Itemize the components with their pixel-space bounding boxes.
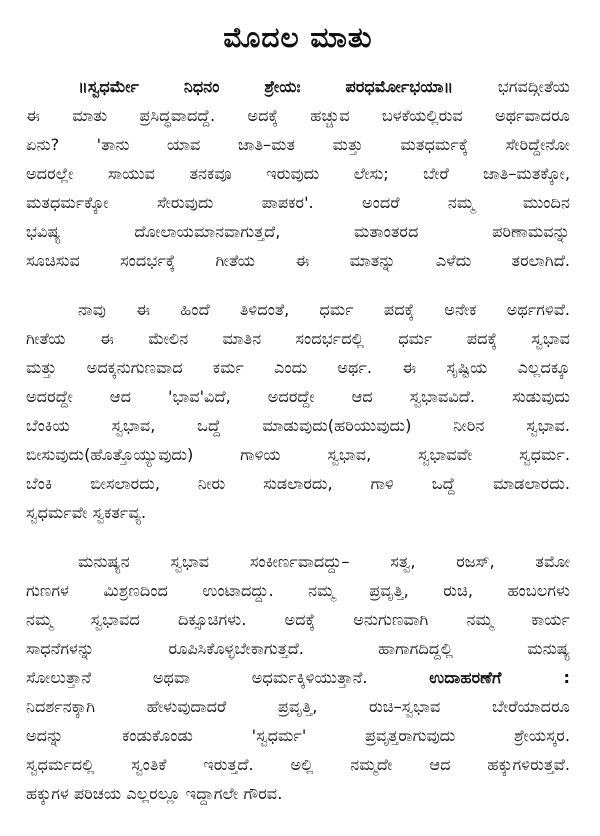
text-line: ಈ ಮಾತು ಪ್ರಸಿದ್ಧವಾದದ್ದೆ. ಅದಕ್ಕೆ ಹಚ್ಚುವ ಬಳಕೆಯಲ್ಲಿರುವ ಅರ್ಥವಾದರೂ xyxy=(26,106,570,125)
text-line: ಮತ್ತು ಅದಕ್ಕನುಗುಣವಾದ ಕರ್ಮ ಎಂದು ಅರ್ಥ. ಈ ಸೃಷ್ಟಿಯ ಎಲ್ಲದಕ್ಕೂ xyxy=(26,358,570,377)
sanskrit-quote: ॥ಸ್ವಧರ್ಮೇ ನಿಧನಂ ಶ್ರೇಯಃ ಪರಧರ್ಮೋಭಯಾ॥ xyxy=(78,77,454,96)
text-line: ಭವಿಷ್ಯ ದೋಲಾಯಮಾನವಾಗುತ್ತದೆ, ಮತಾಂತರದ ಪರಿಣಾಮವನ್ನು xyxy=(26,222,570,241)
text-line xyxy=(26,663,570,692)
line-text: ಭಗವದ್ಗೀತೆಯ xyxy=(453,77,570,96)
text-line: ನಾವು ಈ ಹಿಂದೆ ತಿಳಿದಂತೆ, ಧರ್ಮ ಪದಕ್ಕೆ ಅನೇಕ ಅರ್ಥಗಳಿವೆ. xyxy=(78,300,570,319)
text-line: ಏನು? 'ತಾನು ಯಾವ ಜಾತಿ–ಮತ ಮತ್ತು ಮತಧರ್ಮಕ್ಕೆ ಸೇರಿದ್ದೇನೋ xyxy=(26,135,570,154)
paragraph-2 xyxy=(26,295,570,527)
text-line: ಗುಣಗಳ ಮಿಶ್ರಣದಿಂದ ಉಂಟಾದದ್ದು. ನಮ್ಮ ಪ್ರವೃತ್ತಿ, ರುಚಿ, ಹಂಬಲಗಳು xyxy=(26,581,570,600)
text-line: ಸೂಚಿಸುವ ಸಂದರ್ಭಕ್ಕೆ ಗೀತೆಯ ಈ ಮಾತನ್ನು ಎಳೆದು ತರಲಾಗಿದೆ. xyxy=(26,251,570,270)
paragraph-1 xyxy=(26,72,570,275)
text-line: ಬೀಸುವುದು(ಹೊತ್ತೊಯ್ಯುವುದು) ಗಾಳಿಯ ಸ್ವಭಾವ, ಸ್ವಭಾವವೇ ಸ್ವಧರ್ಮ. xyxy=(26,445,570,464)
text-line: ಸಾಧನೆಗಳನ್ನು ರೂಪಿಸಿಕೊಳ್ಳಬೇಕಾಗುತ್ತದೆ. ಹಾಗಾಗದಿದ್ದಲ್ಲಿ ಮನುಷ್ಯ xyxy=(26,639,570,658)
text-line: ಅದನ್ನು ಕಂಡುಕೊಂಡು 'ಸ್ವಧರ್ಮ' ಪ್ರವೃತ್ತರಾಗುವುದು ಶ್ರೇಯಸ್ಕರ. xyxy=(26,726,570,745)
text-line: ಬೆಂಕಿಯ ಸ್ವಭಾವ, ಒದ್ದೆ ಮಾಡುವುದು(ಹರಿಯುವುದು) ನೀರಿನ ಸ್ವಭಾವ. xyxy=(26,416,570,435)
text-line: ಬೆಂಕಿ ಬೀಸಲಾರದು, ನೀರು ಸುಡಲಾರದು, ಗಾಳಿ ಒದ್ದೆ ಮಾಡಲಾರದು. xyxy=(26,474,570,493)
text-line: ಗೀತೆಯ ಈ ಮೇಲಿನ ಮಾತಿನ ಸಂದರ್ಭದಲ್ಲಿ ಧರ್ಮ ಪದಕ್ಕೆ ಸ್ವಭಾವ xyxy=(26,329,570,348)
text-line: ಮತಧರ್ಮಕ್ಕೋ ಸೇರುವುದು ಪಾಪಕರ'. ಅಂದರೆ ನಮ್ಮ ಮುಂದಿನ xyxy=(26,193,570,212)
text-line: ಸ್ವಧರ್ಮದಲ್ಲಿ ಸ್ವಂತಿಕೆ ಇರುತ್ತದೆ. ಅಲ್ಲಿ ನಮ್ಮದೇ ಆದ ಹಕ್ಕುಗಳಿರುತ್ತವೆ. xyxy=(26,755,570,774)
text-line: ಅದರಲ್ಲೇ ಸಾಯುವ ತನಕವೂ ಇರುವುದು ಲೇಸು; ಬೇರೆ ಜಾತಿ–ಮತಕ್ಕೋ, xyxy=(26,164,570,183)
page-title: ಮೊದಲ ಮಾತು xyxy=(223,21,373,54)
example-label: ಉದಾಹರಣೆಗೆ : xyxy=(429,668,570,687)
text-line: ಸ್ವಧರ್ಮವೇ ಸ್ವಕರ್ತವ್ಯ. xyxy=(26,503,147,522)
paragraph-3 xyxy=(26,547,570,808)
text-line: ಅದರದ್ದೇ ಆದ 'ಭಾವ'ವಿದೆ, ಅದರದ್ದೇ ಆದ ಸ್ವಭಾವವಿದೆ. ಸುಡುವುದು xyxy=(26,387,570,406)
line-text: ಸೋಲುತ್ತಾನೆ ಅಥವಾ ಅಧರ್ಮಕ್ಕಿಳಿಯುತ್ತಾನೆ. xyxy=(26,668,430,687)
text-line xyxy=(26,72,570,101)
text-line: ನಿದರ್ಶನಕ್ಕಾಗಿ ಹೇಳುವುದಾದರೆ ಪ್ರವೃತ್ತಿ, ರುಚಿ–ಸ್ವಭಾವ ಬೇರೆಯಾದರೂ xyxy=(26,697,570,716)
text-line: ಹಕ್ಕುಗಳ ಪರಿಚಯ ಎಲ್ಲರಲ್ಲೂ ಇದ್ದಾಗಲೇ ಗೌರವ. xyxy=(26,784,283,803)
text-line: ನಮ್ಮ ಸ್ವಭಾವದ ದಿಕ್ಸೂಚಿಗಳು. ಅದಕ್ಕೆ ಅನುಗುಣವಾಗಿ ನಮ್ಮ ಕಾರ್ಯ xyxy=(26,610,570,629)
text-line: ಮನುಷ್ಯನ ಸ್ವಭಾವ ಸಂಕೀರ್ಣವಾದದ್ದು– ಸತ್ವ, ರಜಸ್, ತಮೋ xyxy=(78,552,570,571)
